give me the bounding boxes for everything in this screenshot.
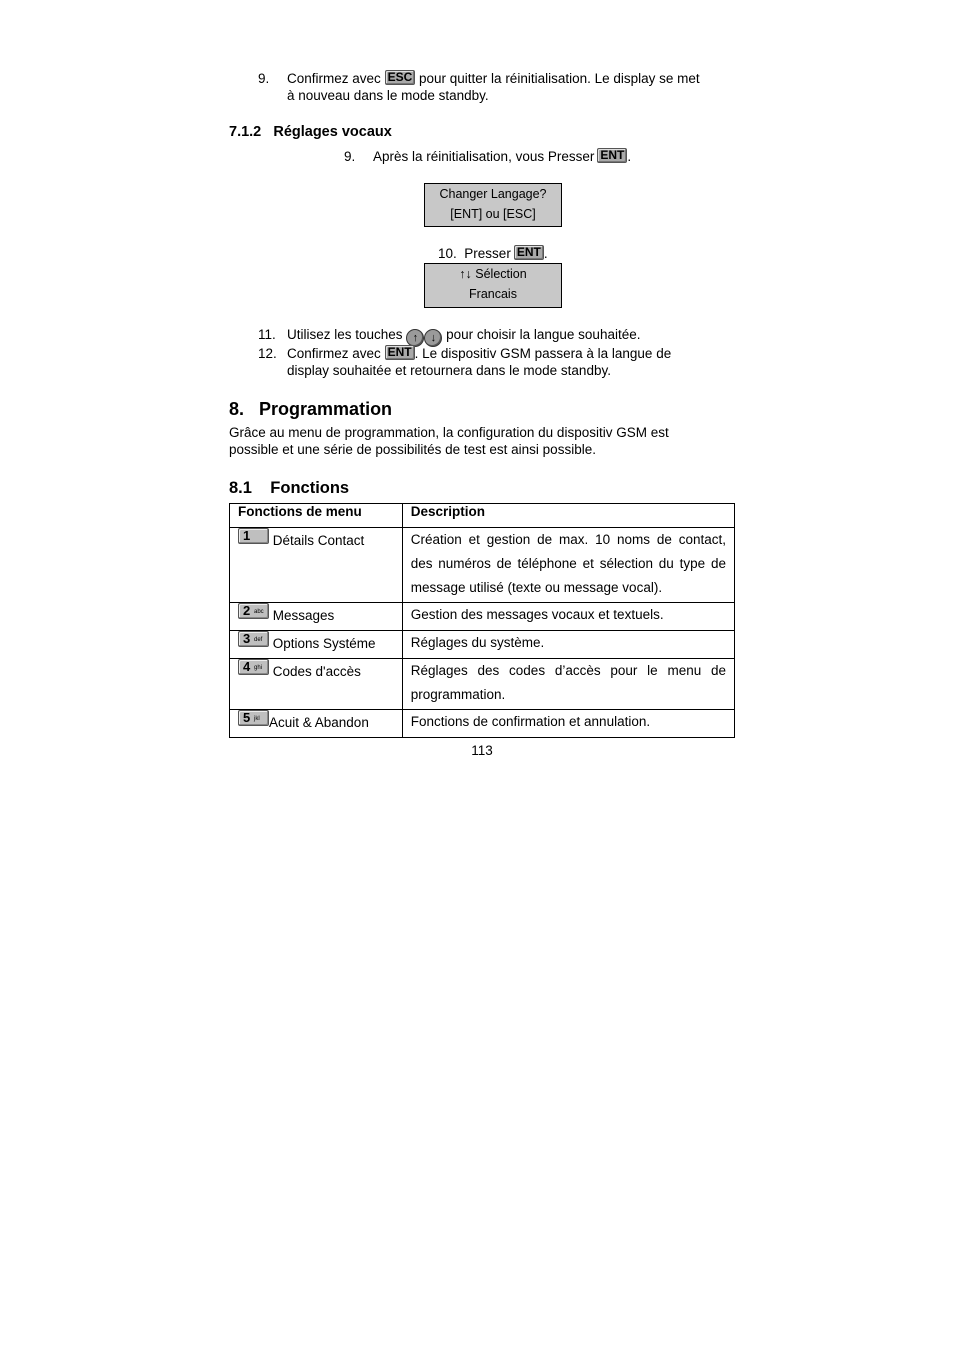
voice-step-9-num: 9. [344, 149, 356, 164]
table-header-row [230, 504, 735, 528]
function-cell [230, 528, 403, 603]
page-number: 113 [471, 743, 493, 758]
function-cell [230, 710, 403, 738]
key-letters: ghi [254, 665, 263, 671]
voice-step-9-end: . [627, 149, 632, 164]
subsection-heading-text: Réglages vocaux [273, 124, 392, 140]
voice-step-12-num: 12. [258, 346, 277, 361]
step-9-post: pour quitter la réinitialisation. Le display se met [419, 71, 700, 86]
voice-step-10-end: . [543, 246, 548, 261]
step-9-num: 9. [258, 71, 270, 86]
function-label: Messages [272, 608, 335, 623]
table-row [230, 710, 735, 738]
step-9-line1 [287, 70, 700, 87]
function-cell [230, 603, 403, 631]
function-description: Création et gestion de max. 10 noms de contact, des numéros de téléphone et sélection du type de message utilisé (texte ou message vocal). [402, 528, 734, 603]
ent-key-icon: ENT [597, 148, 627, 163]
table-row [230, 528, 735, 603]
key-2-icon [238, 603, 269, 619]
function-label: Codes d'accès [272, 664, 361, 679]
key-4-icon [238, 659, 269, 675]
function-label: Détails Contact [272, 533, 365, 548]
lcd-line-1: ↑↓ Sélection [459, 267, 527, 281]
voice-step-10-text: Presser [464, 246, 511, 261]
ent-key-icon: ENT [514, 245, 544, 260]
arrow-up-key-icon: ↑ [406, 329, 424, 347]
voice-step-11-num: 11. [258, 327, 276, 342]
voice-step-12-pre: Confirmez avec [287, 346, 381, 361]
function-label: Acuit & Abandon [269, 715, 369, 730]
key-digit: 2 [243, 603, 251, 618]
key-digit: 1 [243, 528, 251, 543]
table-row [230, 631, 735, 659]
function-description: Réglages des codes d’accès pour le menu de programmation. [402, 659, 734, 710]
section-heading-num: 8.1 [229, 479, 252, 497]
arrow-down-key-icon: ↓ [424, 329, 442, 347]
key-1-icon [238, 528, 269, 544]
key-digit: 4 [243, 659, 251, 674]
section-heading-text: Fonctions [270, 479, 350, 497]
function-label: Options Systéme [272, 636, 376, 651]
programming-paragraph-line1: Grâce au menu de programmation, la configuration du dispositiv GSM est [229, 425, 669, 440]
voice-step-10 [438, 245, 548, 262]
table-row [230, 603, 735, 631]
voice-step-11 [287, 326, 640, 347]
key-digit: 3 [243, 631, 251, 646]
voice-step-12-line2: display souhaitée et retournera dans le mode standby. [287, 363, 611, 378]
lcd-line-2: [ENT] ou [ESC] [450, 207, 536, 221]
subsection-heading-num: 7.1.2 [229, 124, 262, 140]
section-heading-text: Programmation [259, 399, 393, 419]
ent-key-icon: ENT [385, 345, 415, 360]
voice-step-11-pre: Utilisez les touches [287, 327, 403, 342]
table-header-description: Description [402, 504, 734, 528]
section-heading-programming [229, 399, 392, 420]
key-letters: def [254, 637, 263, 643]
step-9-pre: Confirmez avec [287, 71, 381, 86]
key-3-icon [238, 631, 269, 647]
voice-step-12-post: . Le dispositiv GSM passera à la langue de [414, 346, 672, 361]
key-letters: jkl [254, 716, 260, 722]
function-cell [230, 631, 403, 659]
section-heading-num: 8. [229, 399, 245, 419]
key-letters: abc [254, 609, 264, 615]
voice-step-9 [373, 148, 631, 165]
voice-step-12-line1 [287, 345, 671, 362]
key-digit: 5 [243, 710, 251, 725]
programming-paragraph-line2: possible et une série de possibilités de test est ainsi possible. [229, 442, 596, 457]
lcd-display-change-language [424, 183, 562, 227]
lcd-display-language-selection [424, 263, 562, 308]
function-description: Gestion des messages vocaux et textuels. [402, 603, 734, 631]
function-description: Fonctions de confirmation et annulation. [402, 710, 734, 738]
key-5-icon [238, 710, 269, 726]
section-heading-functions [229, 479, 349, 498]
table-row [230, 659, 735, 710]
subsection-heading [229, 124, 392, 140]
voice-step-10-num: 10. [438, 246, 457, 261]
functions-table [229, 503, 735, 738]
voice-step-11-post: pour choisir la langue souhaitée. [446, 327, 641, 342]
lcd-line-1: Changer Langage? [439, 187, 547, 201]
voice-step-9-text: Après la réinitialisation, vous Presser [373, 149, 595, 164]
lcd-line-2: Francais [469, 287, 517, 301]
function-cell [230, 659, 403, 710]
function-description: Réglages du système. [402, 631, 734, 659]
table-header-functions: Fonctions de menu [230, 504, 403, 528]
esc-key-icon: ESC [385, 70, 416, 85]
step-9-line2: à nouveau dans le mode standby. [287, 88, 489, 103]
